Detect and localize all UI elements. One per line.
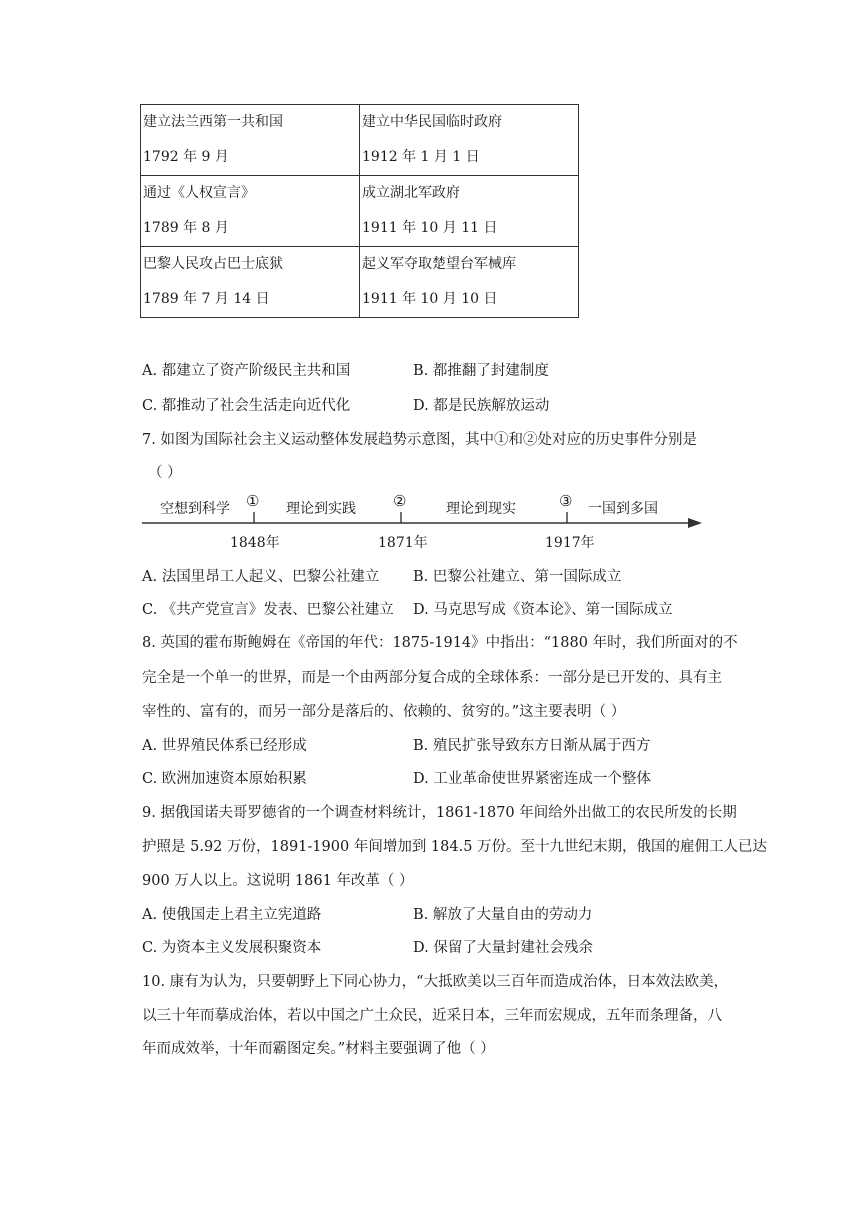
event-name: 通过《人权宣言》 bbox=[143, 185, 255, 201]
q8-stem-line-2: 完全是一个单一的世界，而是一个由两部分复合成的全球体系：一部分是已开发的、具有主 bbox=[142, 670, 722, 686]
table-row bbox=[141, 105, 579, 176]
table-cell bbox=[141, 176, 360, 247]
table-row bbox=[141, 176, 579, 247]
event-date: 1789 年 8 月 bbox=[143, 220, 229, 236]
q6-options-row-1 bbox=[142, 359, 762, 383]
table-cell bbox=[360, 176, 579, 247]
segment-utopia-to-science: 空想到科学 bbox=[160, 501, 230, 517]
q6-option-b[interactable]: B. 都推翻了封建制度 bbox=[413, 363, 549, 379]
q7-options-row-2 bbox=[142, 598, 762, 622]
socialism-timeline-diagram bbox=[142, 490, 712, 560]
segment-one-to-many: 一国到多国 bbox=[588, 501, 658, 517]
q6-option-d[interactable]: D. 都是民族解放运动 bbox=[413, 398, 550, 414]
q8-option-d[interactable]: D. 工业革命使世界紧密连成一个整体 bbox=[413, 771, 651, 787]
segment-theory-to-reality: 理论到现实 bbox=[446, 501, 516, 517]
q10-stem-line-3: 年而成效举，十年而霸图定矣。”材料主要强调了他（ ） bbox=[142, 1041, 495, 1057]
segment-theory-to-practice: 理论到实践 bbox=[286, 501, 356, 517]
q7-option-b[interactable]: B. 巴黎公社建立、第一国际成立 bbox=[413, 569, 622, 585]
q9-option-c[interactable]: C. 为资本主义发展积聚资本 bbox=[142, 940, 322, 956]
q7-option-a[interactable]: A. 法国里昂工人起义、巴黎公社建立 bbox=[142, 569, 380, 585]
event-date: 1792 年 9 月 bbox=[143, 149, 229, 165]
q7-option-d[interactable]: D. 马克思写成《资本论》、第一国际成立 bbox=[413, 602, 673, 618]
event-name: 建立中华民国临时政府 bbox=[362, 114, 502, 130]
q8-option-c[interactable]: C. 欧洲加速资本原始积累 bbox=[142, 771, 307, 787]
event-date: 1789 年 7 月 14 日 bbox=[143, 291, 270, 307]
q8-stem-line-3: 宰性的、富有的，而另一部分是落后的、依赖的、贫穷的。”这主要表明（ ） bbox=[142, 704, 626, 720]
q8-options-row-1 bbox=[142, 734, 762, 758]
event-date: 1911 年 10 月 11 日 bbox=[362, 220, 498, 236]
event-name: 建立法兰西第一共和国 bbox=[143, 114, 283, 130]
q7-option-c[interactable]: C. 《共产党宣言》发表、巴黎公社建立 bbox=[142, 602, 394, 618]
table-cell bbox=[360, 247, 579, 318]
q6-option-a[interactable]: A. 都建立了资产阶级民主共和国 bbox=[142, 363, 351, 379]
q9-option-a[interactable]: A. 使俄国走上君主立宪道路 bbox=[142, 907, 322, 923]
q9-option-d[interactable]: D. 保留了大量封建社会残余 bbox=[413, 940, 593, 956]
event-name: 起义军夺取楚望台军械库 bbox=[362, 256, 516, 272]
events-comparison-table bbox=[140, 104, 579, 318]
q8-option-b[interactable]: B. 殖民扩张导致东方日渐从属于西方 bbox=[413, 738, 651, 754]
q9-options-row-1 bbox=[142, 903, 762, 927]
q10-stem-line-2: 以三十年而摹成治体，若以中国之广土众民，近采日本，三年而宏规成，五年而条理备，八 bbox=[142, 1008, 722, 1024]
q7-answer-blank: （ ） bbox=[148, 465, 182, 481]
event-name: 巴黎人民攻占巴士底狱 bbox=[143, 256, 283, 272]
q6-options-row-2 bbox=[142, 394, 762, 418]
year-1871: 1871年 bbox=[378, 535, 428, 551]
q9-stem-line-2: 护照是 5.92 万份，1891-1900 年间增加到 184.5 万份。至十九世纪末期，俄国的雇佣工人已达 bbox=[142, 839, 768, 855]
event-name: 成立湖北军政府 bbox=[362, 185, 460, 201]
table-cell bbox=[360, 105, 579, 176]
table-cell bbox=[141, 105, 360, 176]
event-date: 1911 年 10 月 10 日 bbox=[362, 291, 498, 307]
q6-option-c[interactable]: C. 都推动了社会生活走向近代化 bbox=[142, 398, 351, 414]
marker-3: ③ bbox=[559, 492, 573, 510]
q8-stem-line-1: 8. 英国的霍布斯鲍姆在《帝国的年代：1875-1914》中指出：“1880 年时，我们所面对的不 bbox=[142, 635, 738, 651]
table-cell bbox=[141, 247, 360, 318]
marker-2: ② bbox=[393, 492, 407, 510]
year-1917: 1917年 bbox=[545, 535, 595, 551]
q8-option-a[interactable]: A. 世界殖民体系已经形成 bbox=[142, 738, 307, 754]
q9-stem-line-1: 9. 据俄国诺夫哥罗德省的一个调查材料统计，1861-1870 年间给外出做工的农民所发的长期 bbox=[142, 805, 737, 821]
marker-1: ① bbox=[246, 492, 260, 510]
q9-stem-line-3: 900 万人以上。这说明 1861 年改革（ ） bbox=[142, 873, 414, 889]
event-date: 1912 年 1 月 1 日 bbox=[362, 149, 480, 165]
year-1848: 1848年 bbox=[230, 535, 280, 551]
q10-stem-line-1: 10. 康有为认为，只要朝野上下同心协力，“大抵欧美以三百年而造成治体，日本效法欧美， bbox=[142, 974, 729, 990]
q7-options-row-1 bbox=[142, 565, 762, 589]
q9-options-row-2 bbox=[142, 936, 762, 960]
q9-option-b[interactable]: B. 解放了大量自由的劳动力 bbox=[413, 907, 593, 923]
table-row bbox=[141, 247, 579, 318]
q7-stem: 7. 如图为国际社会主义运动整体发展趋势示意图，其中①和②处对应的历史事件分别是 bbox=[142, 432, 697, 448]
q8-options-row-2 bbox=[142, 767, 762, 791]
